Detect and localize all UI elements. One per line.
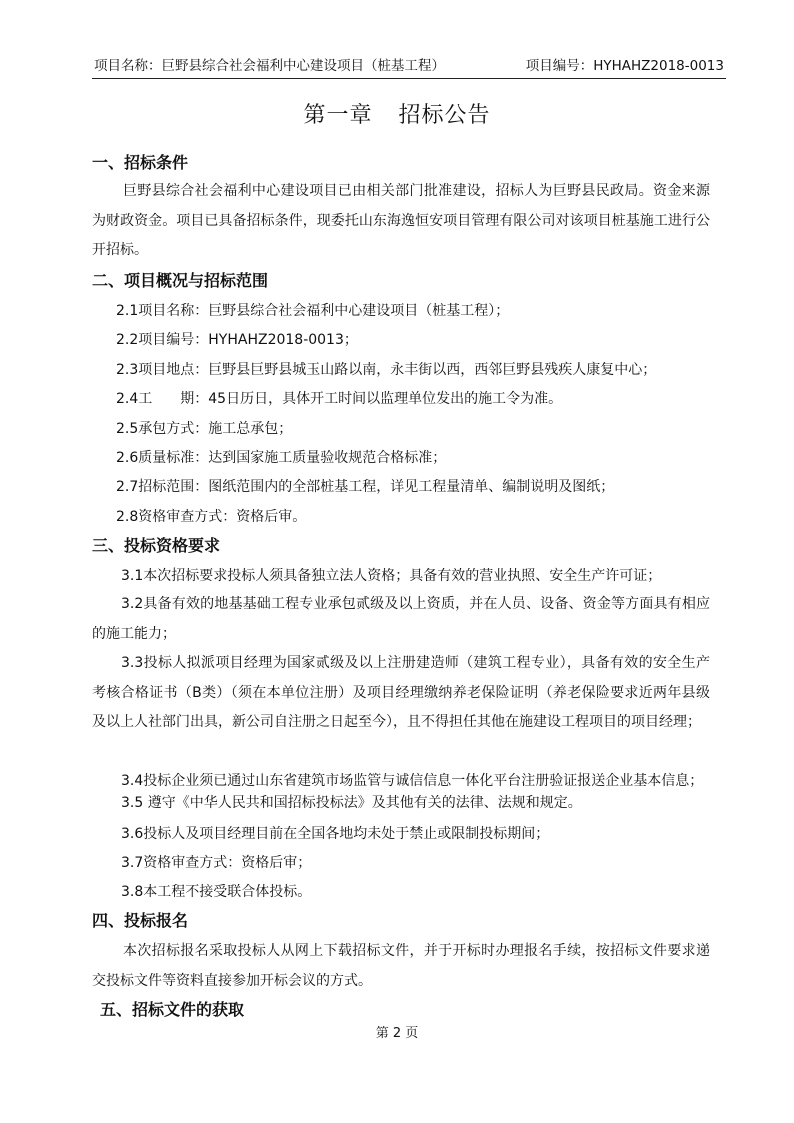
section3-item: 3.7资格审查方式：资格后审；: [121, 855, 312, 871]
section3-item: 3.3投标人拟派项目经理为国家贰级及以上注册建造师（建筑工程专业），具备有效的安全生产考核合格证书（B类）（须在本单位注册）及项目经理缴纳养老保险证明（养老保险要求近两年县级及以上人社部门出具，新公司自注册之日起至今），且不得担任其他在施建设工程项目的项目经理；: [92, 655, 710, 730]
section2-item: 2.7招标范围：图纸范围内的全部桩基工程，详见工程量清单、编制说明及图纸；: [116, 479, 615, 495]
section3-item: 3.2具备有效的地基基础工程专业承包贰级及以上资质，并在人员、设备、资金等方面具有相应的施工能力；: [92, 596, 710, 642]
section2-heading: 二、项目概况与招标范围: [92, 271, 269, 290]
section3-item: 3.6投标人及项目经理目前在全国各地均未处于禁止或限制投标期间；: [121, 826, 550, 842]
section1-text: 巨野县综合社会福利中心建设项目已由相关部门批准建设，招标人为巨野县民政局。资金来源为财政资金。项目已具备招标条件，现委托山东海逸恒安项目管理有限公司对该项目桩基施工进行公开招标。: [92, 183, 710, 258]
section3-item: 3.5 遵守《中华人民共和国招标投标法》及其他有关的法律、法规和规定。: [121, 795, 582, 811]
section3-item: 3.8本工程不接受联合体投标。: [121, 884, 312, 900]
page-title: [0, 101, 794, 131]
page-header: [92, 56, 726, 79]
section5-heading: 五、招标文件的获取: [100, 1000, 245, 1019]
project-name: 项目名称：巨野县综合社会福利中心建设项目（桩基工程）: [94, 58, 445, 74]
section3-item: 3.4投标企业须已通过山东省建筑市场监管与诚信信息一体化平台注册验证报送企业基本信息；: [121, 773, 704, 789]
section2-item: 2.1项目名称：巨野县综合社会福利中心建设项目（桩基工程）；: [116, 303, 510, 319]
section2-item: 2.3项目地点：巨野县巨野县城玉山路以南，永丰街以西，西邻巨野县残疾人康复中心；: [116, 362, 657, 378]
section2-item: 2.4工 期：45日历日，具体开工时间以监理单位发出的施工令为准。: [116, 391, 563, 407]
section3-item: 3.1本次招标要求投标人须具备独立法人资格；具备有效的营业执照、安全生产许可证；: [121, 568, 662, 584]
chapter-number: 第一章: [303, 103, 373, 128]
section1-heading: 一、招标条件: [92, 153, 189, 172]
section2-item: 2.8资格审查方式：资格后审。: [116, 509, 307, 525]
project-code: 项目编号：HYHAHZ2018-0013: [525, 58, 724, 74]
section2-item: 2.2项目编号：HYHAHZ2018-0013；: [116, 332, 358, 348]
page-number: 第 2 页: [375, 1026, 419, 1041]
section2-item: 2.5承包方式：施工总承包；: [116, 421, 293, 437]
section2-item: 2.6质量标准：达到国家施工质量验收规范合格标准；: [116, 450, 447, 466]
chapter-name: 招标公告: [398, 103, 491, 128]
section4-heading: 四、投标报名: [92, 911, 189, 930]
section3-heading: 三、投标资格要求: [92, 536, 221, 555]
section4-text: 本次招标报名采取投标人从网上下载招标文件，并于开标时办理报名手续，按招标文件要求递交投标文件等资料直接参加开标会议的方式。: [92, 943, 710, 989]
